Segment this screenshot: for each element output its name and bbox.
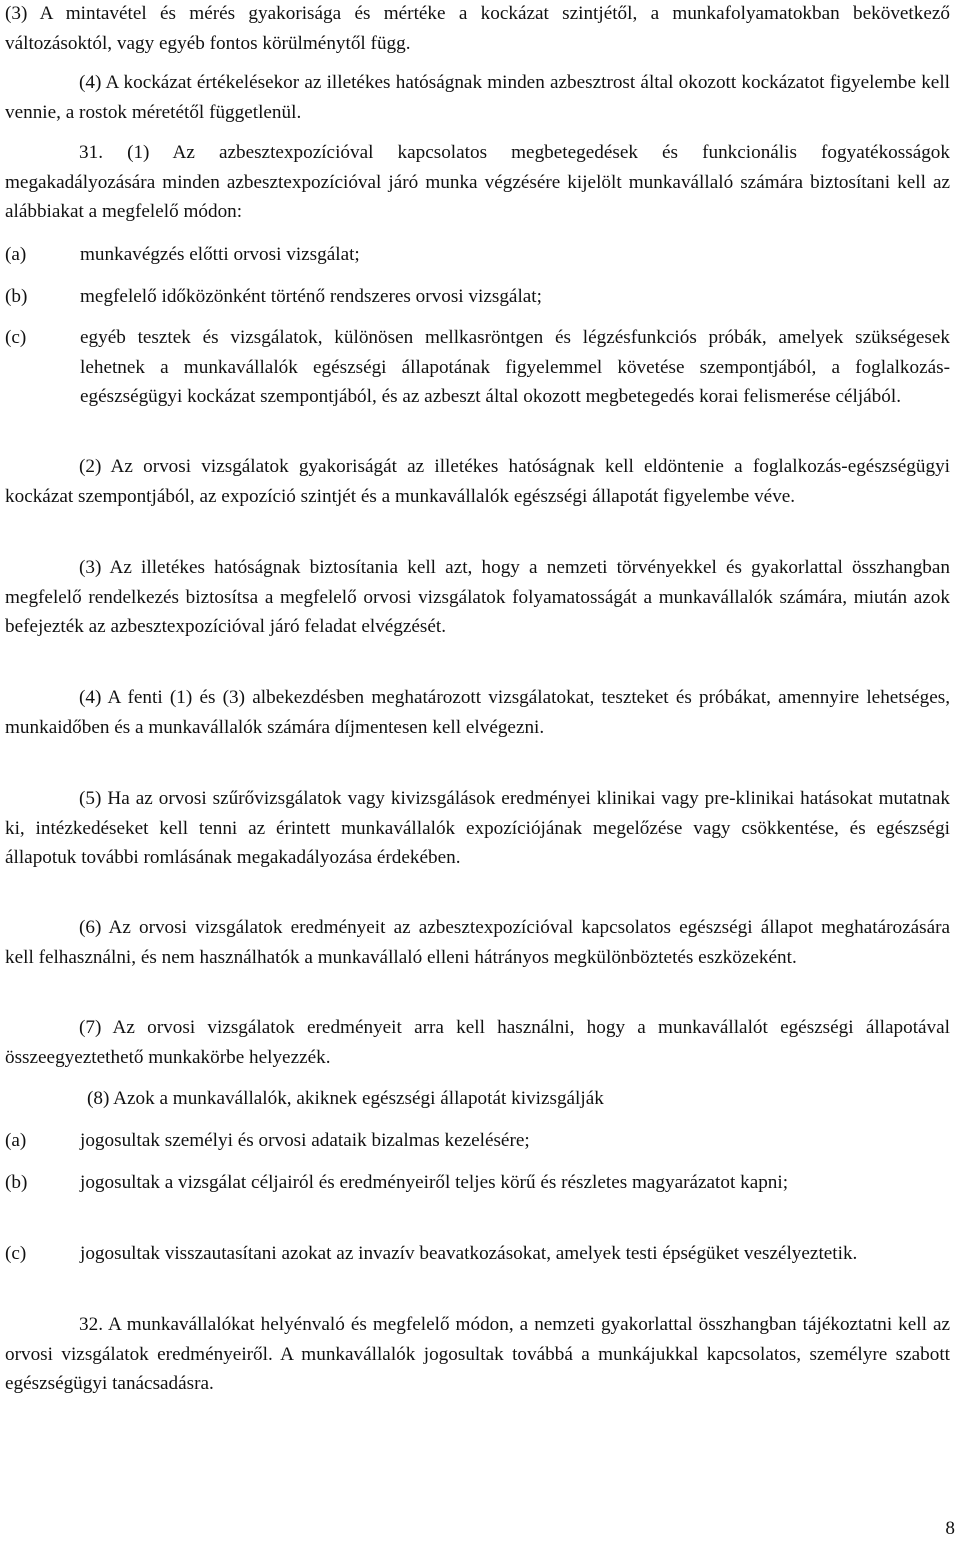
list-text: jogosultak a vizsgálat céljairól és eredményeiről teljes körű és részletes magyarázatot kapni; — [80, 1172, 789, 1193]
section-31-paragraph-3: (3) Az illetékes hatóságnak biztosítania kell azt, hogy a nemzeti törvényekkel és gyakorlattal összhangban megfelelő rendelkezés biztosítsa a megfelelő orvosi vizsgálatok folyamatosságát a munkavállalók számára, miután azok befejezték az azbesztexpozícióval járó feladat elvégzését. — [5, 557, 950, 638]
list-text: jogosultak személyi és orvosi adataik bizalmas kezelésére; — [80, 1130, 530, 1151]
section-32: 32. A munkavállalókat helyénvaló és megfelelő módon, a nemzeti gyakorlattal összhangban tájékoztatni kell az orvosi vizsgálatok eredményeiről. A munkavállalók jogosultak továbbá a munkájukkal kapcsolatos, személyre szabott egészségügyi tanácsadásra. — [5, 1314, 950, 1395]
paragraph-prev-3: (3) A mintavétel és mérés gyakorisága és mértéke a kockázat szintjétől, a munkafolyamatokban bekövetkező változásoktól, vagy egyéb fontos körülménytől függ. — [5, 3, 950, 54]
section-31-paragraph-8: (8) Azok a munkavállalók, akiknek egészségi állapotát kivizsgálják — [87, 1088, 604, 1109]
paragraph-prev-4: (4) A kockázat értékelésekor az illetékes hatóságnak minden azbesztrost által okozott kockázatot figyelembe kell vennie, a rostok méretétől függetlenül. — [5, 72, 950, 123]
section-31-paragraph-4: (4) A fenti (1) és (3) albekezdésben meghatározott vizsgálatokat, teszteket és próbákat, amennyire lehetséges, munkaidőben és a munkavállalók számára díjmentesen kell elvégezni. — [5, 687, 950, 738]
list-label: (a) — [5, 1130, 27, 1151]
list-label: (c) — [5, 327, 27, 348]
section-31-paragraph-2: (2) Az orvosi vizsgálatok gyakoriságát az illetékes hatóságnak kell eldöntenie a foglalkozás-egészségügyi kockázat szempontjából, az expozíció szintjét és a munkavállalók egészségi állapotát figyelembe véve. — [5, 456, 950, 507]
list-label: (c) — [5, 1243, 27, 1264]
list-label: (b) — [5, 286, 28, 307]
section-31-paragraph-7: (7) Az orvosi vizsgálatok eredményeit arra kell használni, hogy a munkavállalót egészségi állapotával összeegyeztethető munkakörbe helyezzék. — [5, 1017, 950, 1068]
section-31-intro: 31. (1) Az azbesztexpozícióval kapcsolatos megbetegedések és funkcionális fogyatékosságok megakadályozására minden azbesztexpozícióval járó munka végzésére kijelölt munkavállaló számára biztosítani kell az alábbiakat a megfelelő módon: — [5, 142, 950, 223]
section-31-paragraph-6: (6) Az orvosi vizsgálatok eredményeit az azbesztexpozícióval kapcsolatos egészségi állapot meghatározására kell felhasználni, és nem használhatók a munkavállaló elleni hátrányos megkülönböztetés eszközeként. — [5, 917, 950, 968]
section-31-paragraph-5: (5) Ha az orvosi szűrővizsgálatok vagy kivizsgálások eredményei klinikai vagy pre-klinikai hatásokat mutatnak ki, intézkedéseket kell tenni az érintett munkavállalók expozíciójának megelőzése vagy csökkentése, és egészségi állapotuk további romlásának megakadályozása érdekében. — [5, 788, 950, 869]
list-label: (a) — [5, 244, 27, 265]
list-text: munkavégzés előtti orvosi vizsgálat; — [80, 244, 360, 265]
list-text: egyéb tesztek és vizsgálatok, különösen mellkasröntgen és légzésfunkciós próbák, amelyek szükségesek lehetnek a munkavállalók egészségi állapotának figyelemmel követése szempontjából, a foglalkozás-egészségügyi kockázat szempontjából, és az azbeszt által okozott megbetegedés korai felismerése céljából. — [80, 327, 950, 408]
page-number: 8 — [945, 1518, 955, 1539]
list-label: (b) — [5, 1172, 28, 1193]
list-text: megfelelő időközönként történő rendszeres orvosi vizsgálat; — [80, 286, 542, 307]
list-text: jogosultak visszautasítani azokat az invazív beavatkozásokat, amelyek testi épségüket veszélyeztetik. — [80, 1243, 858, 1264]
